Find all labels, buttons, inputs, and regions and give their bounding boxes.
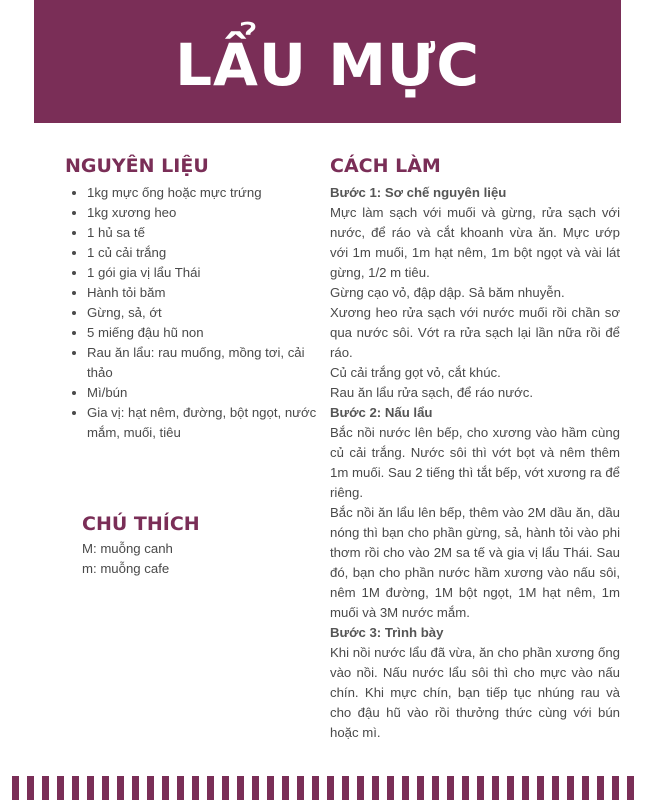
list-item: • Gừng, sả, ớt [87, 303, 332, 323]
list-item: • 1 gói gia vị lẩu Thái [87, 263, 332, 283]
list-item: • 5 miếng đậu hũ non [87, 323, 332, 343]
step-paragraph: Khi nồi nước lẩu đã vừa, ăn cho phần xương ống vào nồi. Nấu nước lẩu sôi thì cho mực vào nấu chín. Khi mực chín, bạn tiếp tục nhúng rau và cho đậu hũ vào rồi thưởng thức cùng với bún hoặc mì. [330, 645, 620, 740]
ingredients-list [70, 183, 332, 443]
decorative-stripe-border [12, 776, 636, 800]
list-item: • 1 hủ sa tế [87, 223, 332, 243]
method-heading: CÁCH LÀM [330, 155, 441, 177]
step-paragraph: Gừng cạo vỏ, đập dập. Sả băm nhuyễn. [330, 285, 565, 300]
step-title: Bước 1: Sơ chế nguyên liệu [330, 185, 507, 200]
page-title: LẨU MỰC [175, 30, 480, 99]
step-paragraph: Bắc nồi ăn lẩu lên bếp, thêm vào 2M dầu ăn, dầu nóng thì bạn cho phần gừng, sả, hành tỏi vào phi thơm rồi cho vào 2M sa tế và gia vị lẩu Thái. Sau đó, bạn cho phần nước hầm xương vào nấu sôi, nêm 1M đường, 1M bột ngọt, 1M hạt nêm, 1m muối và 3M nước mắm. [330, 505, 620, 620]
list-item: • Hành tỏi băm [87, 283, 332, 303]
note-line: m: muỗng cafe [82, 561, 170, 576]
list-item: • Rau ăn lẩu: rau muống, mồng tơi, cải thảo [87, 343, 332, 383]
step-title: Bước 2: Nấu lẩu [330, 405, 433, 420]
list-item: • Gia vị: hạt nêm, đường, bột ngọt, nước mắm, muối, tiêu [87, 403, 332, 443]
list-item: • Mì/bún [87, 383, 332, 403]
step-paragraph: Xương heo rửa sạch với nước muối rồi chần sơ qua nước sôi. Vớt ra rửa sạch lại lần nữa rồi để ráo. [330, 305, 620, 360]
step-paragraph: Củ cải trắng gọt vỏ, cắt khúc. [330, 365, 501, 380]
step-paragraph: Mực làm sạch với muối và gừng, rửa sạch với nước, để ráo và cắt khoanh vừa ăn. Mực ướp với 1m muối, 1m hạt nêm, 1m bột ngọt và vài lát gừng, 1/2 m tiêu. [330, 205, 620, 280]
notes-heading: CHÚ THÍCH [82, 513, 200, 535]
method-block [330, 183, 620, 743]
list-item: • 1kg xương heo [87, 203, 332, 223]
note-line: M: muỗng canh [82, 541, 173, 556]
title-banner [34, 0, 621, 123]
step-paragraph: Bắc nồi nước lên bếp, cho xương vào hầm cùng củ cải trắng. Nước sôi thì vớt bọt và nêm thêm 1m muối. Sau 2 tiếng thì tắt bếp, vớt xương ra để riêng. [330, 425, 620, 500]
step-paragraph: Rau ăn lẩu rửa sạch, để ráo nước. [330, 385, 533, 400]
list-item: • 1kg mực ống hoặc mực trứng [87, 183, 332, 203]
notes-block [82, 539, 173, 579]
step-title: Bước 3: Trình bày [330, 625, 444, 640]
ingredients-heading: NGUYÊN LIỆU [65, 155, 209, 177]
list-item: • 1 củ cải trắng [87, 243, 332, 263]
